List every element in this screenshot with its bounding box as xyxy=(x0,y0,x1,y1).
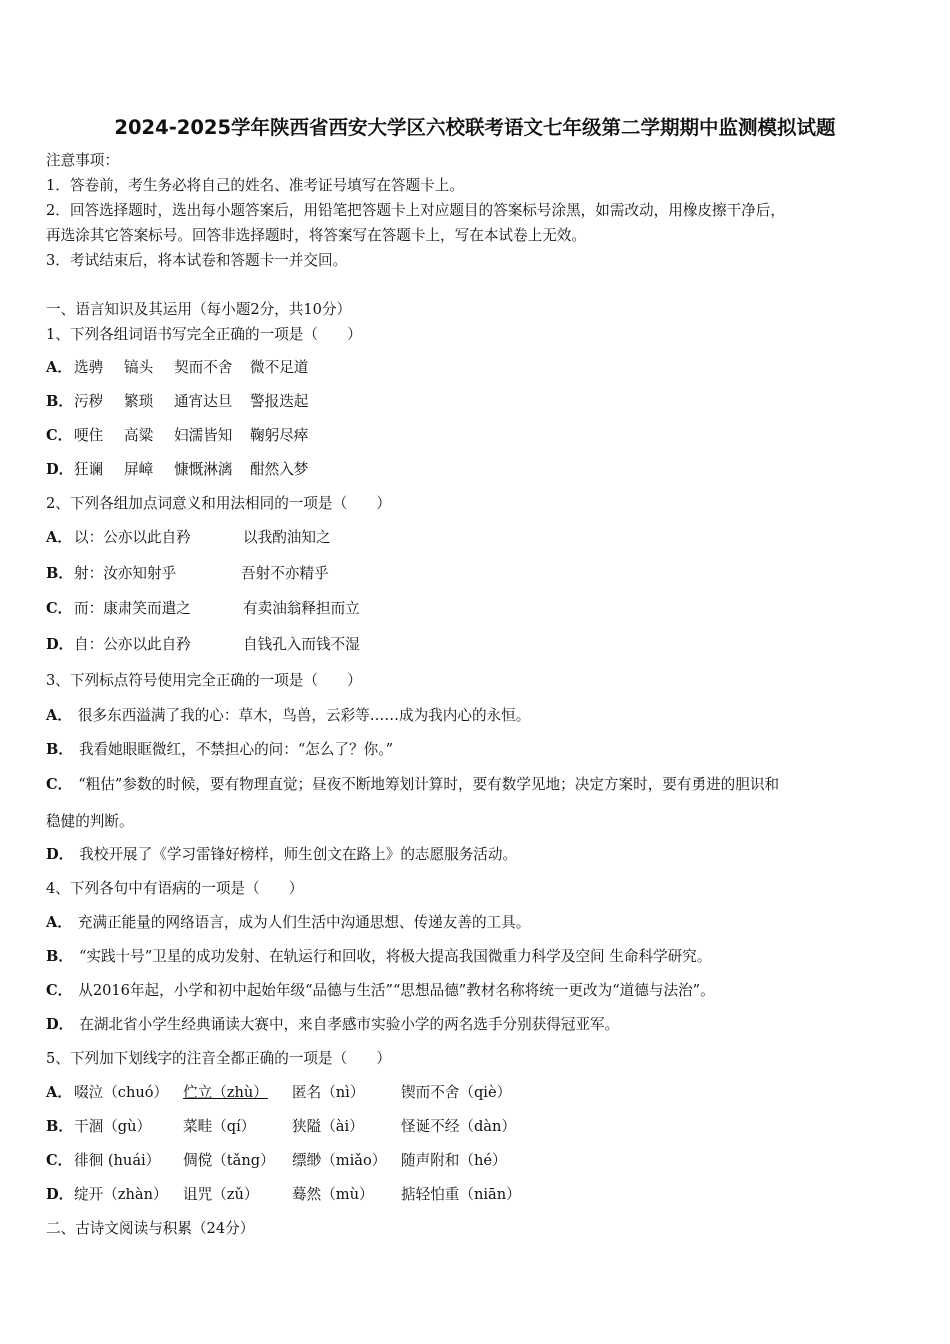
option-word: 妇濡皆知 xyxy=(174,427,233,444)
option-word: 通宵达旦 xyxy=(174,393,233,410)
option-word: 鞠躬尽瘁 xyxy=(250,427,309,444)
option-text: 从2016年起，小学和初中起始年级“品德与生活”“思想品德”教材名称将统一更改为“道德与法治”。 xyxy=(78,982,715,999)
section-heading: 一、语言知识及其运用（每小题2分，共10分） xyxy=(46,301,352,318)
option-right: 吾射不亦精乎 xyxy=(241,565,329,582)
option-text: “粗估”参数的时候，要有物理直觉；昼夜不断地筹划计算时，要有数学见地；决定方案时，要有勇进的胆识和 xyxy=(78,776,780,793)
q3-option-a xyxy=(46,706,530,726)
pinyin-item: 缥缈（miǎo） xyxy=(292,1152,387,1169)
pinyin-item: 狭隘（ài） xyxy=(292,1118,364,1135)
option-word: 哽住 xyxy=(74,427,104,444)
option-text: “实践十号”卫星的成功发射、在轨运行和回收，将极大提高我国微重力科学及空间 生命科学研究。 xyxy=(78,948,712,965)
option-label: D． xyxy=(46,1016,74,1033)
option-right: 自钱孔入而钱不湿 xyxy=(243,636,360,653)
option-label: C． xyxy=(46,1152,73,1169)
q3-option-c xyxy=(46,775,779,795)
option-word: 繁琐 xyxy=(124,393,154,410)
notice-heading: 注意事项： xyxy=(46,152,119,169)
option-word: 酣然入梦 xyxy=(250,461,309,478)
q3-option-d xyxy=(46,845,517,865)
pinyin-item: 蓦然（mù） xyxy=(292,1186,374,1203)
pinyin-item: 徘徊 (huái） xyxy=(74,1152,161,1169)
option-label: C． xyxy=(46,982,73,999)
notice-item: 3．考试结束后，将本试卷和答题卡一并交回。 xyxy=(46,252,348,269)
pinyin-item: 怪诞不经（dàn） xyxy=(401,1118,517,1135)
option-label: D． xyxy=(46,846,74,863)
option-left: 以：公亦以此自矜 xyxy=(74,529,191,546)
option-label: D． xyxy=(46,1186,74,1203)
option-label: A． xyxy=(46,707,72,724)
option-label: A． xyxy=(46,914,72,931)
question-stem: 1、下列各组词语书写完全正确的一项是（ ） xyxy=(46,326,362,343)
pinyin-item: 倜傥（tǎng） xyxy=(183,1152,275,1169)
pinyin-item: 随声附和（hé） xyxy=(401,1152,507,1169)
option-word: 镐头 xyxy=(124,359,154,376)
question-stem: 2、下列各组加点词意义和用法相同的一项是（ ） xyxy=(46,495,391,512)
notice-item: 2．回答选择题时，选出每小题答案后，用铅笔把答题卡上对应题目的答案标号涂黑，如需改动，用橡皮擦干净后， xyxy=(46,202,785,219)
q4-option-b xyxy=(46,947,711,967)
option-word: 选骋 xyxy=(74,359,104,376)
option-label: B． xyxy=(46,741,73,758)
option-label: C． xyxy=(46,776,73,793)
option-word: 微不足道 xyxy=(250,359,309,376)
option-word: 狂谰 xyxy=(74,461,104,478)
q4-option-d xyxy=(46,1015,619,1035)
pinyin-item: 匿名（nì） xyxy=(292,1084,365,1101)
q3-option-b xyxy=(46,740,393,760)
pinyin-item: 干涸（gù） xyxy=(74,1118,152,1135)
option-word: 警报迭起 xyxy=(250,393,309,410)
option-right: 有卖油翁释担而立 xyxy=(243,600,360,617)
pinyin-item: 锲而不舍（qiè） xyxy=(401,1084,512,1101)
option-word: 契而不舍 xyxy=(174,359,233,376)
option-label: C． xyxy=(46,427,73,444)
option-text: 充满正能量的网络语言，成为人们生活中沟通思想、传递友善的工具。 xyxy=(77,914,531,931)
question-stem: 4、下列各句中有语病的一项是（ ） xyxy=(46,880,304,897)
option-left: 射：汝亦知射乎 xyxy=(74,565,177,582)
option-word: 高粱 xyxy=(124,427,154,444)
question-stem: 3、下列标点符号使用完全正确的一项是（ ） xyxy=(46,672,362,689)
page-title: 2024-2025学年陕西省西安大学区六校联考语文七年级第二学期期中监测模拟试题 xyxy=(114,116,836,139)
pinyin-item: 啜泣（chuó） xyxy=(74,1084,169,1101)
q4-option-a xyxy=(46,913,530,933)
pinyin-item: 伫立（zhù） xyxy=(183,1084,268,1101)
option-label: B． xyxy=(46,393,73,410)
option-label: A． xyxy=(46,359,72,376)
section-heading: 二、古诗文阅读与积累（24分） xyxy=(46,1220,255,1237)
option-label: D． xyxy=(46,636,74,653)
question-stem: 5、下列加下划线字的注音全都正确的一项是（ ） xyxy=(46,1050,391,1067)
pinyin-item: 绽开（zhàn） xyxy=(74,1186,168,1203)
option-label: B． xyxy=(46,948,73,965)
option-word: 污秽 xyxy=(74,393,104,410)
pinyin-item: 菜畦（qí） xyxy=(183,1118,256,1135)
notice-item: 再选涂其它答案标号。回答非选择题时，将答案写在答题卡上，写在本试卷上无效。 xyxy=(46,227,586,244)
option-label: D． xyxy=(46,461,74,478)
pinyin-item: 掂轻怕重（niān） xyxy=(401,1186,521,1203)
option-label: B． xyxy=(46,565,73,582)
option-text: 我校开展了《学习雷锋好榜样，师生创文在路上》的志愿服务活动。 xyxy=(79,846,518,863)
pinyin-item: 诅咒（zǔ） xyxy=(183,1186,259,1203)
option-word: 屏嶂 xyxy=(124,461,154,478)
option-label: C． xyxy=(46,600,73,617)
option-label: B． xyxy=(46,1118,73,1135)
option-left: 自：公亦以此自矜 xyxy=(74,636,191,653)
option-text: 在湖北省小学生经典诵读大赛中，来自孝感市实验小学的两名选手分别获得冠亚军。 xyxy=(79,1016,620,1033)
option-label: A． xyxy=(46,529,72,546)
q3-option-c-continued: 稳健的判断。 xyxy=(46,813,134,830)
option-word: 慷慨淋漓 xyxy=(174,461,233,478)
option-text: 很多东西溢满了我的心：草木，鸟兽，云彩等……成为我内心的永恒。 xyxy=(77,707,531,724)
notice-item: 1．答卷前，考生务必将自己的姓名、准考证号填写在答题卡上。 xyxy=(46,177,464,194)
option-left: 而：康肃笑而遣之 xyxy=(74,600,191,617)
option-text: 我看她眼眶微红，不禁担心的问：“怎么了？你。” xyxy=(78,741,394,758)
q4-option-c xyxy=(46,981,715,1001)
option-right: 以我酌油知之 xyxy=(243,529,331,546)
option-label: A． xyxy=(46,1084,72,1101)
